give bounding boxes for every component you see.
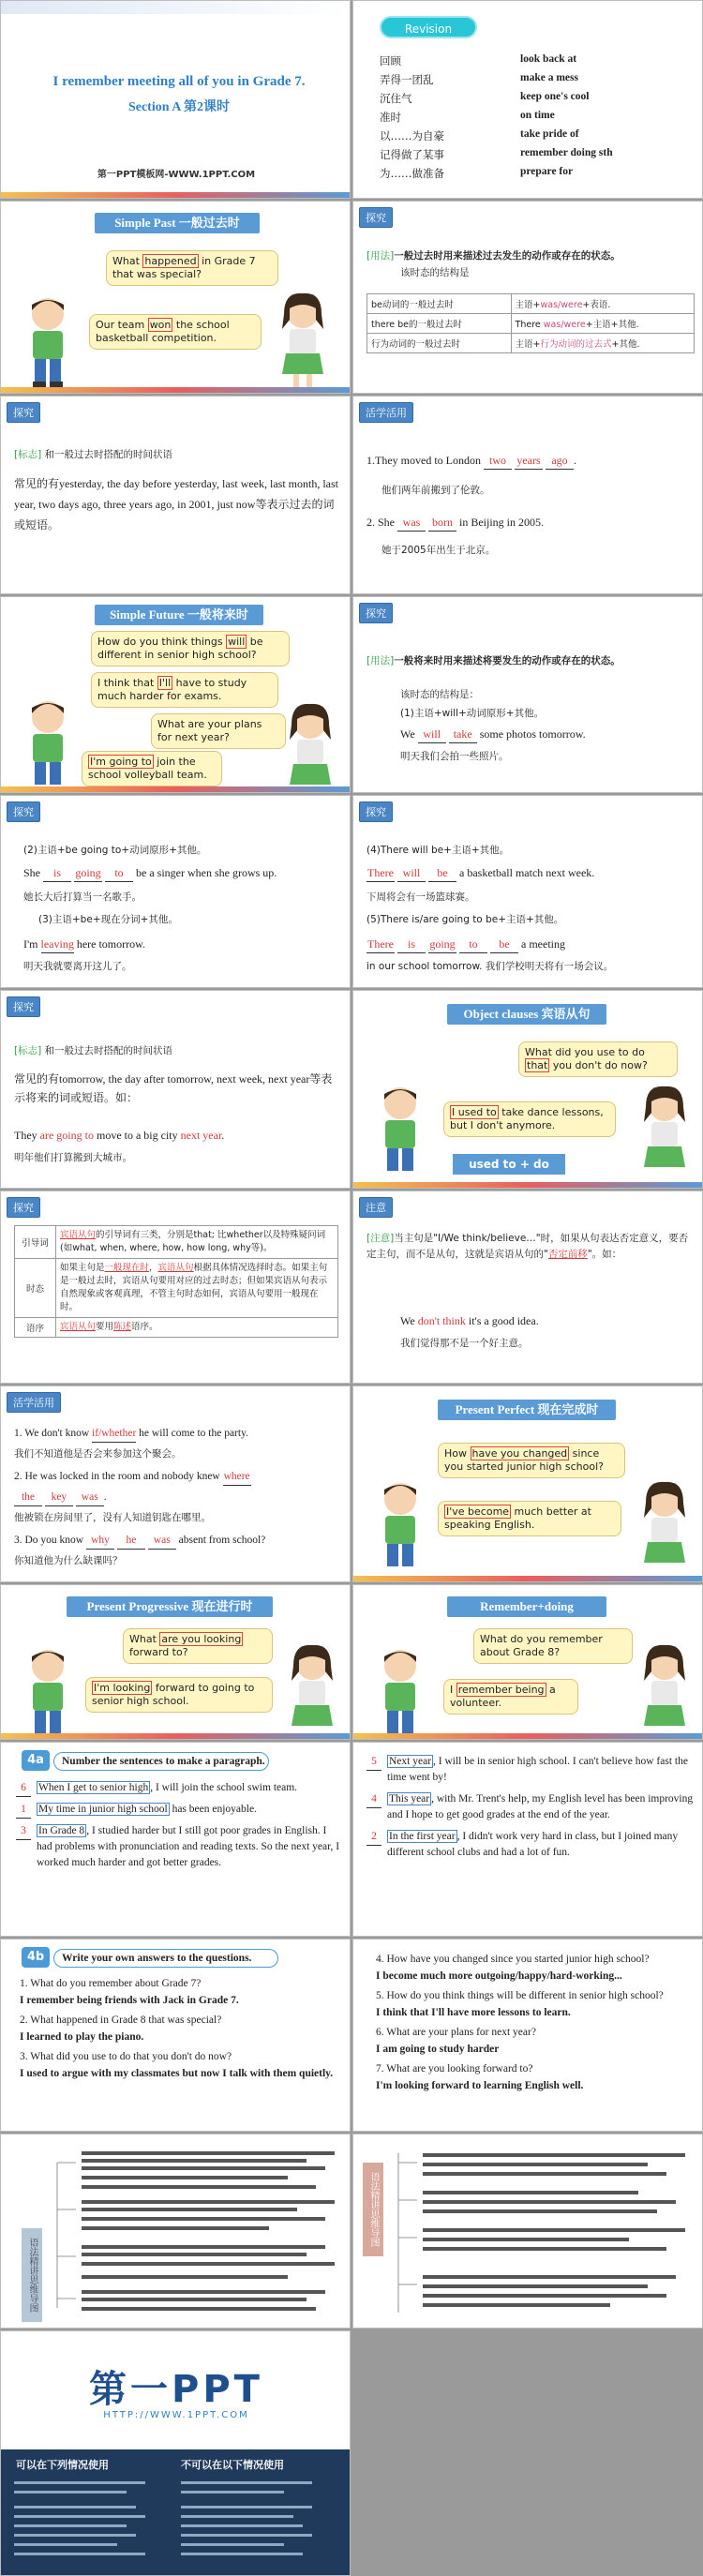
- mindmap-diagram: [391, 2144, 696, 2322]
- answer-text: I used to argue with my classmates but now I talk with them quietly.: [20, 2068, 334, 2079]
- tag-note: 注意: [359, 1197, 393, 1218]
- bubble-answer: I used to take dance lessons, but I don't anymore.: [443, 1101, 616, 1137]
- slide-remember-doing: [352, 1584, 703, 1740]
- banner-object-clauses: Object clauses 宾语从句: [447, 1004, 606, 1025]
- girl-figure: [282, 1643, 342, 1737]
- question-text: 7. What are you looking forward to?: [376, 2063, 533, 2074]
- qa-item: [376, 1989, 695, 2020]
- slide-future-markers: [0, 990, 351, 1189]
- answer-text: I remember being friends with Jack in Grade 7.: [20, 1995, 239, 2006]
- question-text: 6. What are your plans for next year?: [376, 2027, 536, 2038]
- mindmap-diagram: [48, 2144, 344, 2322]
- girl-figure: [635, 1085, 695, 1182]
- task-heading: Number the sentences to make a paragraph.: [53, 1752, 269, 1771]
- decor-stripe: [353, 1182, 702, 1188]
- banner-present-progressive: Present Progressive 现在进行时: [67, 1596, 273, 1617]
- practice-q2-blanks: the key was .: [14, 1490, 107, 1506]
- example1-cn: 下周将会有一场篮球赛。: [366, 891, 475, 903]
- qa-item: [20, 2050, 338, 2081]
- mindmap-side-label: 语法精讲思维导图: [363, 2163, 383, 2256]
- numbered-sentence: [16, 1823, 340, 1871]
- slide-object-clauses: [352, 990, 703, 1189]
- slide-future-structures: [0, 795, 351, 988]
- table-row: [15, 1259, 338, 1318]
- answer-text: I am going to study harder: [376, 2044, 500, 2055]
- slide-title: [0, 0, 351, 199]
- marker-title: [标志] 和一般过去时搭配的时间状语: [14, 449, 173, 460]
- bubble-question: How have you changed since you started junior high school?: [438, 1443, 625, 1478]
- slide-negation: [352, 1191, 703, 1384]
- revision-cn: 记得做了某事: [380, 148, 444, 161]
- practice-q3-cn: 你知道他为什么缺课吗？: [14, 1555, 123, 1566]
- example1-cn: 她长大后打算当一名歌手。: [23, 891, 142, 903]
- bubble-a2: I'm going to join the school volleyball team.: [82, 751, 222, 786]
- sentence-text: , with Mr. Trent's help, my English level has been improving and I hope to get good grades at the end of the year.: [387, 1793, 694, 1820]
- table-row: [15, 1318, 338, 1338]
- sentence-highlight: In the first year: [389, 1831, 456, 1842]
- qa-list: [20, 1977, 338, 2087]
- banner-simple-past: Simple Past 一般过去时: [95, 213, 260, 233]
- banner-present-perfect: Present Perfect 现在完成时: [438, 1400, 616, 1420]
- structure-line4: (4)There will be+主语+其他。: [366, 845, 510, 856]
- table-header-cell: 引导词: [15, 1226, 56, 1259]
- bubble-q2: What are your plans for next year?: [151, 713, 286, 749]
- decor-stripe: [1, 192, 350, 198]
- forbidden-title: 不可以在以下情况使用: [181, 2459, 284, 2471]
- question-text: 4. How have you changed since you started junior high school?: [376, 1954, 650, 1965]
- table-row: [15, 1226, 338, 1259]
- table-cell: 主语+行为动词的过去式+其他.: [511, 334, 694, 353]
- table-row: [367, 294, 695, 314]
- revision-en: remember doing sth: [520, 147, 613, 158]
- practice-q2: 2. She was born in Beijing in 2005.: [366, 515, 695, 532]
- sentence-text: , I didn't work very hard in class, but I joined many different school clubs and had a lot of fun.: [387, 1831, 679, 1858]
- decor-stripe: [1, 387, 350, 393]
- tag-explore: 探究: [7, 996, 40, 1017]
- sentence-number: 6: [16, 1780, 31, 1797]
- slide-past-practice: [352, 396, 703, 594]
- revision-en: look back at: [520, 53, 577, 65]
- qa-item: [376, 1953, 695, 1984]
- girl-figure: [635, 1643, 695, 1737]
- sentence-list: [16, 1780, 340, 1877]
- slide-past-usage: [352, 201, 703, 394]
- revision-en: keep one's cool: [520, 91, 590, 102]
- sentence-highlight: In Grade 8: [38, 1825, 85, 1836]
- question-text: 1. What do you remember about Grade 7?: [20, 1978, 202, 1989]
- table-cell: 宾语从句要用陈述语序。: [56, 1318, 338, 1338]
- slide-mindmap-1: [0, 2134, 351, 2329]
- bubble-question: What did you use to do that you don't do now?: [518, 1041, 678, 1077]
- slide-simple-future: [0, 596, 351, 793]
- example2-cn: 明天我就要离开这儿了。: [23, 961, 132, 972]
- past-tense-table: [366, 293, 695, 353]
- qa-item: [376, 2026, 695, 2057]
- table-cell: 如果主句是一般现在时，宾语从句根据具体情况选择时态。如果主句是一般过去时，宾语从句要用对应的过去时态；但如果宾语从句表示自然现象或客观真理，不管主句时态如何，宾语从句要用一般现在时。: [56, 1259, 338, 1318]
- usage-text: [用法]一般将来时用来描述将要发生的动作或存在的状态。: [366, 655, 621, 666]
- brand-url: HTTP://WWW.1PPT.COM: [103, 2410, 249, 2420]
- boy-figure: [370, 1480, 430, 1578]
- sentence-text: , I will join the school swim team.: [150, 1782, 298, 1793]
- answer-text: I'm looking forward to learning English well.: [376, 2080, 584, 2091]
- negation-example-cn: 我们觉得那不是一个好主意。: [400, 1338, 529, 1349]
- bubble-answer: I've become much better at speaking English.: [438, 1501, 621, 1536]
- revision-row: [380, 72, 698, 91]
- boy-figure: [18, 1647, 78, 1740]
- tag-explore: 探究: [7, 1197, 40, 1218]
- practice-q1-cn: 他们两年前搬到了伦敦。: [381, 485, 490, 496]
- negation-body: [注意]当主句是"I/We think/believe…"时，如果从句表达否定意义，要否定主句，而不是从句，这就是宾语从句的"否定前移"。如：: [366, 1233, 689, 1260]
- slide-present-progressive: [0, 1584, 351, 1740]
- brand-logo: 第一PPT: [89, 2368, 263, 2411]
- qa-list: [376, 1953, 695, 2099]
- sentence-highlight: My time in junior high school: [38, 1804, 168, 1815]
- girl-figure: [635, 1480, 695, 1578]
- slide-4b-right: [352, 1939, 703, 2132]
- lesson-title: I remember meeting all of you in Grade 7.: [52, 74, 306, 89]
- table-header-cell: 时态: [15, 1259, 56, 1318]
- revision-en: take pride of: [520, 128, 579, 140]
- answer-text: I think that I'll have more lessons to learn.: [376, 2007, 571, 2018]
- slide-future-there: [352, 795, 703, 988]
- boy-figure: [18, 698, 78, 792]
- numbered-sentence: [366, 1754, 695, 1786]
- question-text: 5. How do you think things will be different in senior high school?: [376, 1990, 664, 2001]
- banner-simple-future: Simple Future 一般将来时: [95, 605, 263, 625]
- decor-stripe: [353, 1733, 702, 1739]
- structure-line1: (1)主语+will+动词原形+其他。: [400, 708, 545, 719]
- future-example-cn: 明天我们会拍一些照片。: [400, 751, 509, 762]
- practice-q1: 1.They moved to London two years ago .: [366, 453, 695, 470]
- example2-cont: in our school tomorrow. 我们学校明天将有一场会议。: [366, 961, 614, 972]
- bubble-answer: I'm looking forward to going to senior high school.: [85, 1677, 273, 1713]
- decor-stripe: [1, 1733, 350, 1739]
- tag-explore: 探究: [7, 801, 40, 822]
- usage-panel: [1, 2449, 351, 2576]
- practice-q1: 1. We don't know if/whether he will come to the party.: [14, 1426, 342, 1443]
- marker-body: 常见的有tomorrow, the day after tomorrow, next week, next year等表示将来的词或短语。如：: [14, 1072, 333, 1104]
- practice-q2: 2. He was locked in the room and nobody knew where: [14, 1469, 342, 1486]
- revision-cn: 以……为自豪: [380, 129, 444, 142]
- slide-present-perfect: [352, 1385, 703, 1582]
- answer-text: I learned to play the piano.: [20, 2031, 144, 2043]
- boy-figure: [370, 1647, 430, 1740]
- boy-figure: [18, 295, 78, 393]
- bubble-question: What happened in Grade 7 that was special?: [106, 250, 278, 286]
- practice-q2-cn: 她于2005年出生于北京。: [381, 545, 496, 556]
- table-header-cell: 语序: [15, 1318, 56, 1338]
- revision-cn: 弄得一团乱: [380, 73, 434, 86]
- slide-revision: [352, 0, 703, 199]
- question-text: 2. What happened in Grade 8 that was special?: [20, 2014, 222, 2026]
- practice-q2-cn: 他被锁在房间里了，没有人知道钥匙在哪里。: [14, 1512, 211, 1523]
- structure-text: 该时态的结构是: [400, 267, 470, 278]
- qa-item: [376, 2062, 695, 2093]
- revision-row: [380, 53, 698, 72]
- allowed-title: 可以在下列情况使用: [16, 2459, 109, 2471]
- qa-item: [20, 2014, 338, 2044]
- revision-row: [380, 166, 698, 185]
- empty-cell: [352, 2330, 703, 2576]
- usage-text: [用法]一般过去时用来描述过去发生的动作或存在的状态。: [366, 250, 621, 262]
- example1: There will be a basketball match next week.: [366, 865, 695, 882]
- revision-row: [380, 128, 698, 147]
- sentence-highlight: This year: [389, 1793, 430, 1805]
- sentence-number: 2: [366, 1829, 381, 1846]
- tag-explore: 探究: [7, 402, 40, 423]
- clause-rules-table: [14, 1225, 338, 1338]
- revision-en: prepare for: [520, 166, 574, 177]
- banner-remember-doing: Remember+doing: [447, 1596, 606, 1617]
- question-text: 3. What did you use to do that you don't do now?: [20, 2051, 232, 2062]
- example2: There is going to be a meeting: [366, 936, 698, 953]
- marker-title: [标志] 和一般过去时搭配的时间状语: [14, 1045, 173, 1056]
- structure-text: 该时态的结构是：: [400, 689, 479, 700]
- answer-text: I become much more outgoing/happy/hard-working...: [376, 1970, 622, 1982]
- table-cell: 主语+was/were+表语.: [511, 294, 694, 314]
- numbered-sentence: [16, 1802, 340, 1818]
- tag-4a: 4a: [22, 1750, 50, 1771]
- table-cell: There was/were+主语+其他.: [511, 314, 694, 334]
- decor-stripe: [353, 1576, 702, 1581]
- girl-figure: [280, 702, 340, 792]
- revision-row: [380, 110, 698, 128]
- bubble-q1: How do you think things will be different in senior high school?: [91, 631, 290, 666]
- tag-4b: 4b: [22, 1947, 50, 1968]
- revision-cn: 为……做准备: [380, 167, 444, 180]
- sentence-number: 3: [16, 1823, 31, 1840]
- sentence-highlight: When I get to senior high: [38, 1782, 149, 1793]
- slide-ppt-brand: [0, 2330, 351, 2576]
- numbered-sentence: [366, 1791, 695, 1823]
- bubble-a1: I think that I'll have to study much harder for exams.: [91, 672, 278, 708]
- example1: She is going to be a singer when she grows up.: [23, 865, 342, 882]
- slide-clause-practice: [0, 1385, 351, 1582]
- tag-practice: 活学活用: [7, 1392, 61, 1413]
- numbered-sentence: [366, 1829, 695, 1861]
- sentence-highlight: Next year: [389, 1756, 432, 1767]
- sentence-text: has been enjoyable.: [169, 1804, 257, 1815]
- bubble-question: What do you remember about Grade 8?: [473, 1628, 633, 1664]
- slide-4a-left: [0, 1742, 351, 1937]
- revision-cn: 回顾: [380, 54, 401, 67]
- revision-en: on time: [520, 110, 555, 121]
- table-cell: be动词的一般过去时: [367, 294, 512, 314]
- task-heading: Write your own answers to the questions.: [53, 1949, 278, 1968]
- table-cell: 宾语从句的引导词有三类，分别是that; 比whether以及特殊疑问词(如what, when, where, how, how long, why等)。: [56, 1226, 338, 1259]
- sentence-number: 1: [16, 1802, 31, 1819]
- girl-figure: [273, 292, 333, 393]
- sentence-number: 4: [366, 1791, 381, 1808]
- tag-explore: 探究: [359, 603, 393, 623]
- revision-cn: 准时: [380, 111, 401, 124]
- boy-figure: [370, 1085, 430, 1182]
- bubble-answer: Our team won the school basketball competition.: [89, 314, 262, 350]
- revision-badge: Revision: [380, 16, 477, 38]
- revision-row: [380, 147, 698, 166]
- lesson-subtitle: Section A 第2课时: [127, 100, 231, 114]
- tag-explore: 探究: [359, 801, 393, 822]
- slide-mindmap-2: [352, 2134, 703, 2329]
- structure-line3: (3)主语+be+现在分词+其他。: [38, 914, 178, 925]
- table-cell: there be的一般过去时: [367, 314, 512, 334]
- marker-example-cn: 明年他们打算搬到大城市。: [14, 1152, 132, 1163]
- used-to-label: used to + do: [453, 1154, 565, 1175]
- revision-row: [380, 91, 698, 110]
- bubble-question: What are you looking forward to?: [123, 1628, 273, 1664]
- table-row: [367, 334, 695, 353]
- bubble-answer: I remember being a volunteer.: [443, 1679, 578, 1715]
- future-example: We will take some photos tomorrow.: [400, 726, 586, 743]
- structure-line5: (5)There is/are going to be+主语+其他。: [366, 914, 564, 925]
- decor-stripe: [1, 786, 350, 792]
- marker-body: 常见的有yesterday, the day before yesterday, last week, last month, last year, two days ago, three years ago, in 2001, just now等表示过去的词或短语。: [14, 477, 339, 532]
- example2: I'm leaving here tomorrow.: [23, 936, 145, 953]
- sentence-text: , I will be in senior high school. I can't believe how fast the time went by!: [387, 1756, 688, 1783]
- practice-q3: 3. Do you know why he was absent from school?: [14, 1533, 342, 1550]
- slide-clause-rules: [0, 1191, 351, 1384]
- practice-q1-cn: 我们不知道他是否会来参加这个聚会。: [14, 1448, 182, 1460]
- negation-example: We don't think it's a good idea.: [400, 1314, 539, 1327]
- structure-line2: (2)主语+be going to+动词原形+其他。: [23, 845, 207, 856]
- sentence-text: , I studied harder but I still got poor grades in English. I had problems with pronunciation and reading texts. So the next year, I worked much harder and got better grades.: [37, 1825, 340, 1868]
- revision-list: [380, 53, 698, 185]
- table-cell: 行为动词的一般过去时: [367, 334, 512, 353]
- numbered-sentence: [16, 1780, 340, 1796]
- brand-text: 第一PPT模板网-WWW.1PPT.COM: [97, 170, 256, 180]
- slide-4a-right: [352, 1742, 703, 1937]
- mindmap-side-label: 语法精讲思维导图: [22, 2228, 42, 2322]
- usage-lines: [14, 2478, 342, 2571]
- qa-item: [20, 1977, 338, 2008]
- sentence-number: 5: [366, 1754, 381, 1771]
- slide-simple-past: [0, 201, 351, 394]
- slide-past-markers: [0, 396, 351, 594]
- revision-cn: 沉住气: [380, 92, 412, 105]
- tag-practice: 活学活用: [359, 402, 413, 423]
- slide-future-usage: [352, 596, 703, 793]
- revision-en: make a mess: [520, 72, 578, 83]
- table-row: [367, 314, 695, 334]
- sentence-list: [366, 1754, 695, 1866]
- tag-explore: 探究: [359, 207, 393, 228]
- slide-4b-left: [0, 1939, 351, 2132]
- marker-example: They are going to move to a big city next year.: [14, 1129, 225, 1142]
